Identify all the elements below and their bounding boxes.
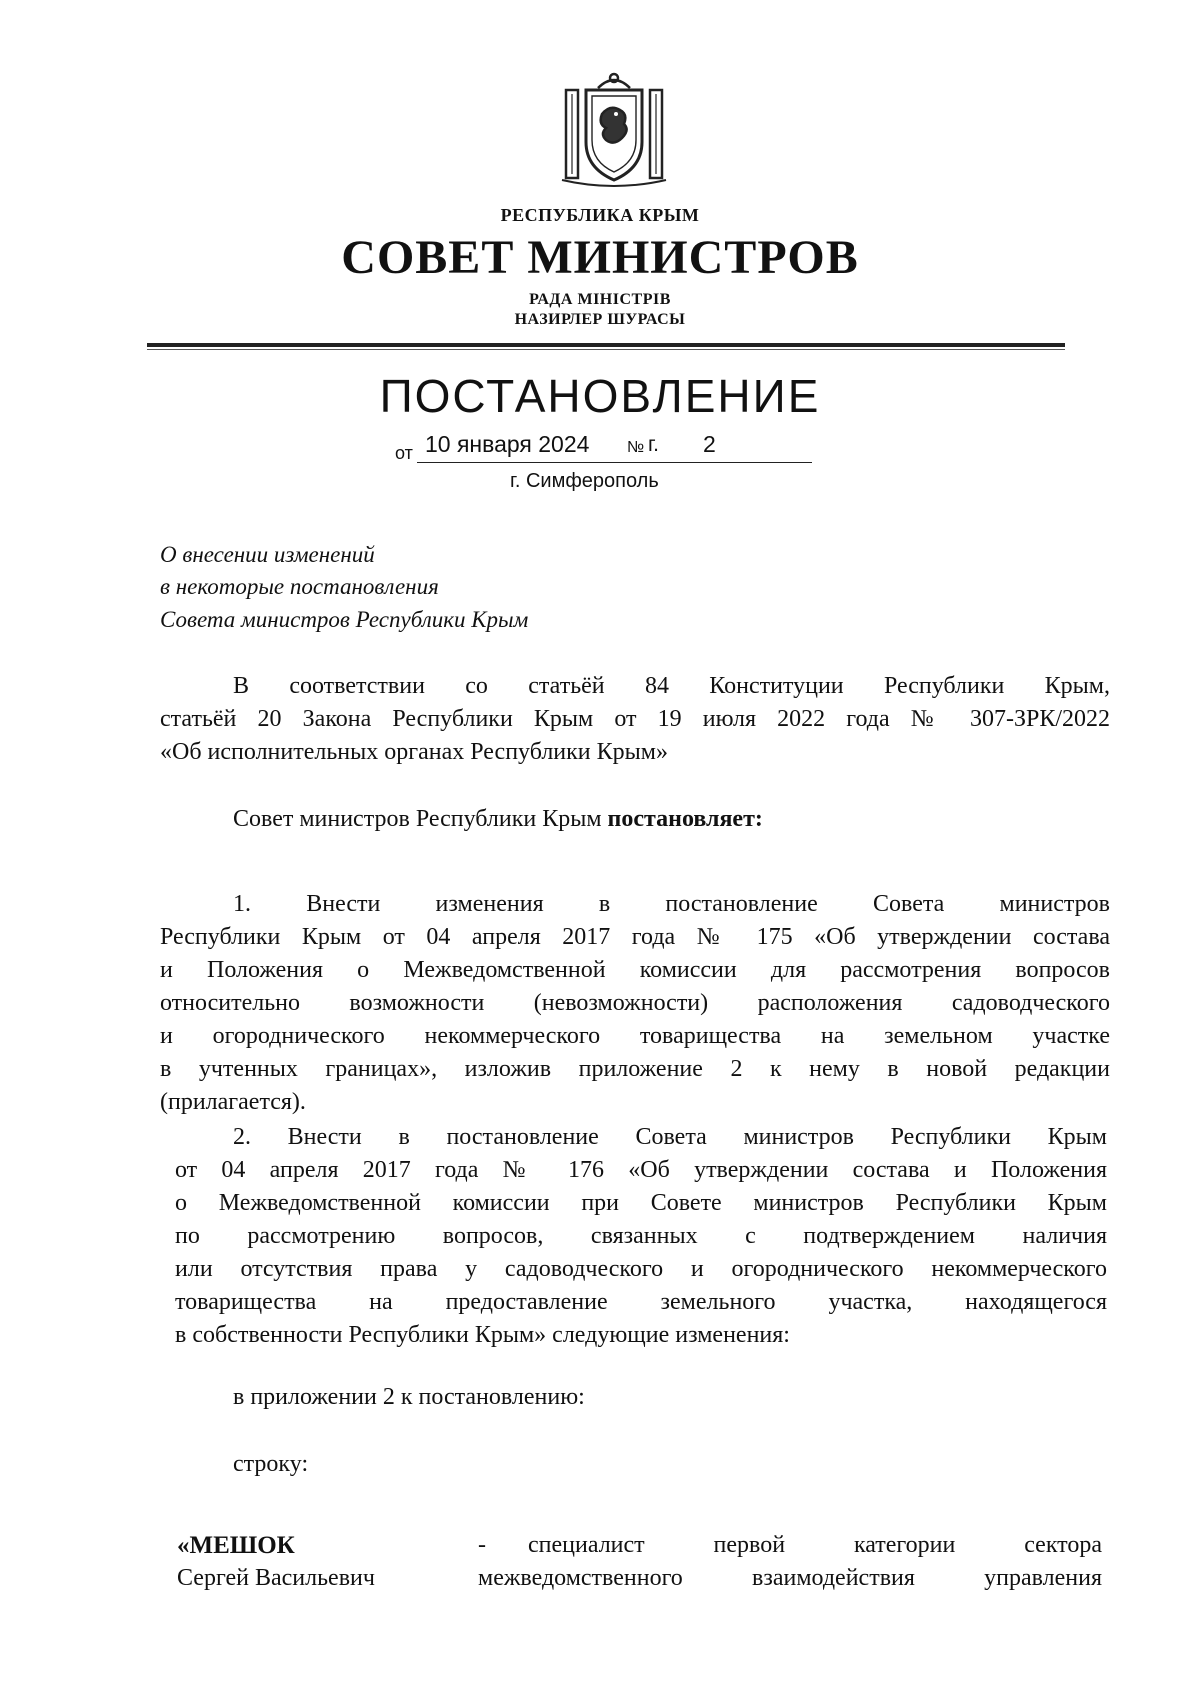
number-sign: №: [627, 439, 645, 456]
republic-name: РЕСПУБЛИКА КРЫМ: [500, 205, 700, 225]
subject-line: в некоторые постановления: [160, 574, 439, 599]
date-prefix: от: [395, 443, 413, 463]
role-dash: -: [478, 1532, 486, 1558]
council-name-ukrainian: РАДА МІНІСТРІВ: [529, 291, 671, 308]
header-divider-thin: [147, 349, 1065, 350]
document-number: 2: [703, 431, 716, 457]
crimea-coat-of-arms-icon: [558, 68, 670, 188]
header-divider: [147, 343, 1065, 347]
paragraph-line: или отсутствия права у садоводческого и огороднического некоммерческого: [175, 1256, 1107, 1282]
paragraph-line: о Межведомственной комиссии при Совете министров Республики Крым: [175, 1190, 1107, 1216]
document-city: г. Симферополь: [510, 470, 659, 492]
paragraph-line: Республики Крым от 04 апреля 2017 года № 175 «Об утверждении состава: [160, 924, 1110, 950]
paragraph-line: 1. Внести изменения в постановление Совета министров: [233, 891, 1110, 917]
paragraph-line: в учтенных границах», изложив приложение 2 к нему в новой редакции: [160, 1056, 1110, 1082]
paragraph-line: «Об исполнительных органах Республики Крым»: [160, 739, 668, 765]
paragraph-line: 2. Внести в постановление Совета министров Республики Крым: [233, 1124, 1107, 1150]
paragraph-line: и Положения о Межведомственной комиссии для рассмотрения вопросов: [160, 957, 1110, 983]
subject-line: Совета министров Республики Крым: [160, 607, 529, 632]
item-1-paragraph: [160, 888, 1110, 1119]
person-role-line: специалист первой категории сектора: [528, 1532, 1102, 1558]
paragraph-line: В соответствии со статьёй 84 Конституции Республики Крым,: [233, 673, 1110, 699]
paragraph-line: от 04 апреля 2017 года № 176 «Об утверждении состава и Положения: [175, 1157, 1107, 1183]
council-name: СОВЕТ МИНИСТРОВ: [341, 231, 859, 284]
row-label: строку:: [233, 1451, 309, 1477]
council-name-crimean-tatar: НАЗИРЛЕР ШУРАСЫ: [514, 311, 686, 328]
document-date: 10 января 2024: [425, 431, 590, 457]
year-suffix: г.: [648, 433, 659, 456]
document-title: ПОСТАНОВЛЕНИЕ: [379, 370, 821, 422]
item-2-paragraph: [175, 1121, 1107, 1352]
resolves-text: Совет министров Республики Крым: [233, 806, 602, 832]
document-date-number: [395, 431, 815, 465]
date-underline: [417, 462, 812, 463]
paragraph-line: статьёй 20 Закона Республики Крым от 19 июля 2022 года № 307-ЗРК/2022: [160, 706, 1110, 732]
paragraph-line: товарищества на предоставление земельного участка, находящегося: [175, 1289, 1107, 1315]
resolves-line: [233, 806, 763, 833]
subject-line: О внесении изменений: [160, 542, 375, 567]
person-role-line: межведомственного взаимодействия управления: [478, 1565, 1102, 1591]
person-given-names: Сергей Васильевич: [177, 1565, 375, 1591]
resolves-bold: постановляет:: [607, 806, 763, 832]
paragraph-line: (прилагается).: [160, 1089, 306, 1115]
paragraph-line: и огороднического некоммерческого товарищества на земельном участке: [160, 1023, 1110, 1049]
paragraph-line: по рассмотрению вопросов, связанных с подтверждением наличия: [175, 1223, 1107, 1249]
preamble-paragraph: [160, 670, 1110, 769]
paragraph-line: в собственности Республики Крым» следующие изменения:: [175, 1322, 790, 1348]
paragraph-line: относительно возможности (невозможности) расположения садоводческого: [160, 990, 1110, 1016]
person-surname: «МЕШОК: [177, 1532, 295, 1559]
appendix-line: в приложении 2 к постановлению:: [233, 1384, 585, 1410]
